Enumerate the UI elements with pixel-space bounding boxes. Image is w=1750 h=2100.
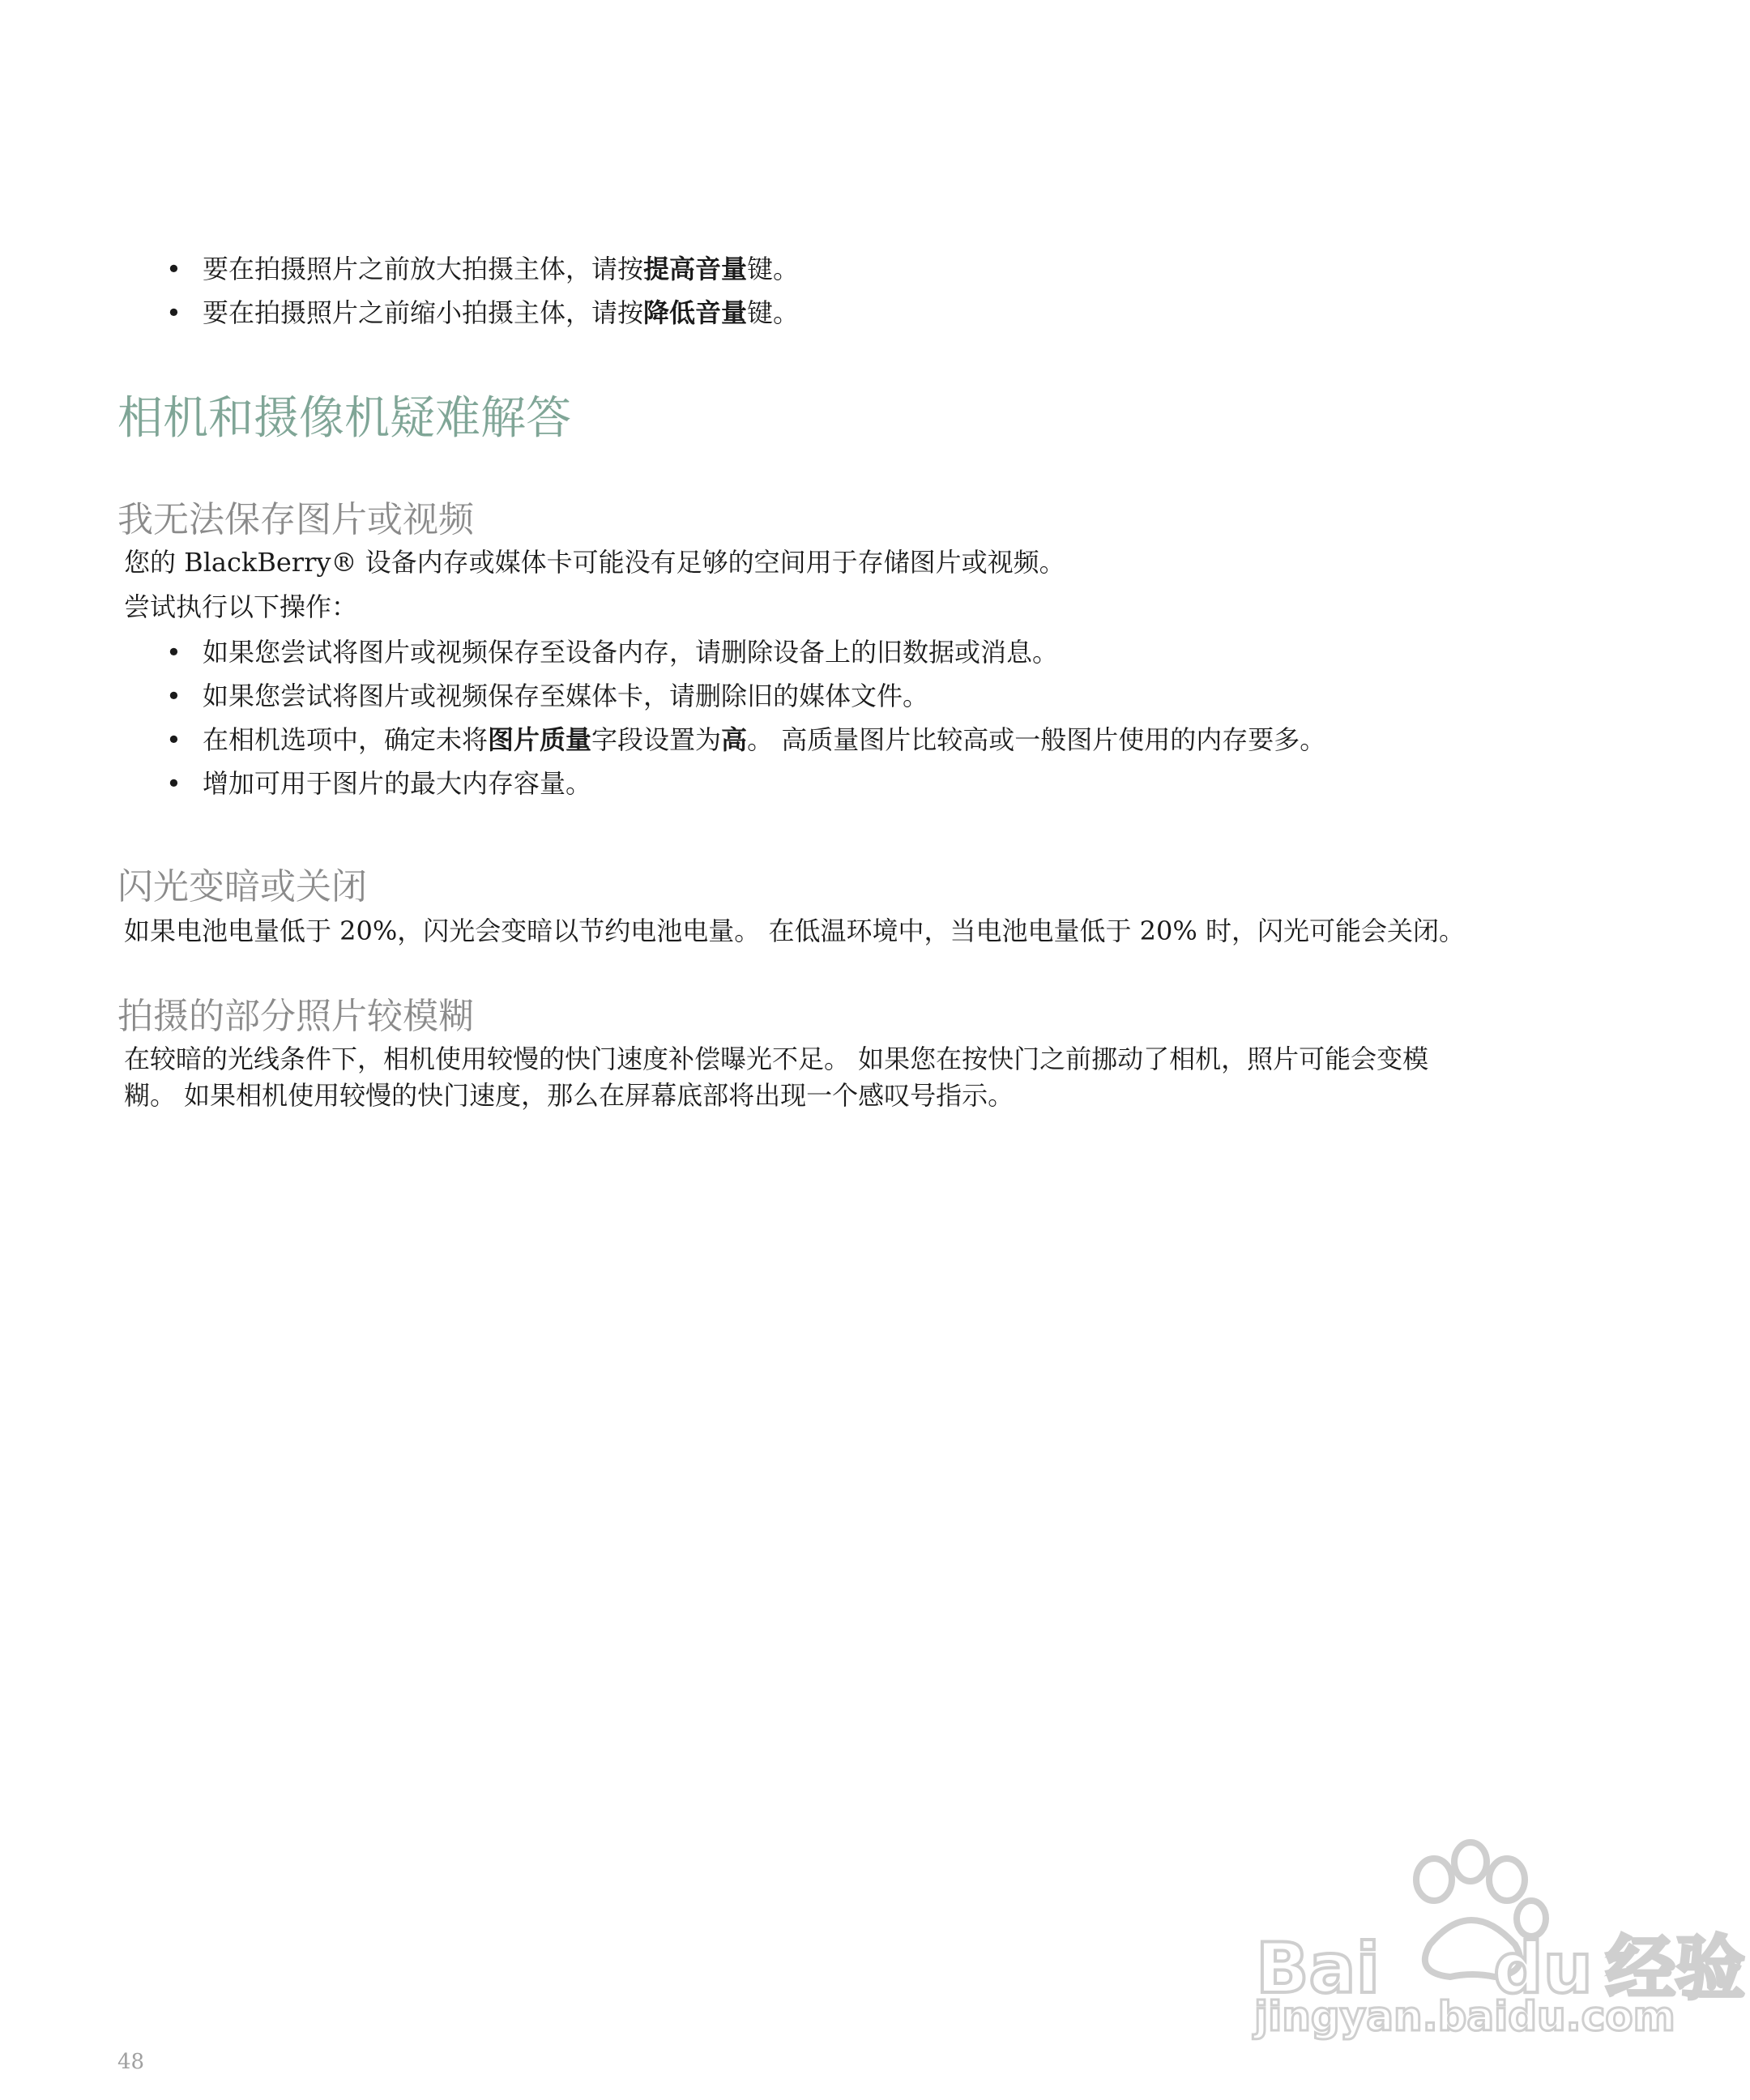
bullet-dot: • (166, 254, 181, 284)
list-item: • 增加可用于图片的最大内存容量。 (166, 762, 1641, 805)
zoom-bullet-list (166, 247, 1641, 335)
bullet-dot: • (166, 681, 181, 711)
watermark-url: jingyan.baidu.com (1254, 1993, 1675, 2040)
topic-blur-line2: 糊。 如果相机使用较慢的快门速度，那么在屏幕底部将出现一个感叹号指示。 (124, 1080, 1014, 1111)
bullet-dot: • (166, 637, 181, 668)
key-name-zoom-out: 降低音量 (643, 297, 748, 328)
key-name-zoom-in: 提高音量 (643, 254, 748, 284)
topic-flash-line1: 如果电池电量低于 20%，闪光会变暗以节约电池电量。 在低温环境中，当电池电量低于 20% 时，闪光可能会关闭。 (124, 916, 1465, 946)
list-item: • 如果您尝试将图片或视频保存至设备内存，请删除设备上的旧数据或消息。 (166, 630, 1641, 674)
bullet-dot: • (166, 724, 181, 755)
baidu-jingyan-watermark (1248, 1823, 1745, 2040)
page-number: 48 (117, 2050, 145, 2074)
list-item: • 要在拍摄照片之前缩小拍摄主体，请按降低音量键。 (166, 291, 1641, 335)
bullet-dot: • (166, 768, 181, 799)
topic-title-blur: 拍摄的部分照片较模糊 (117, 996, 474, 1037)
section-title: 相机和摄像机疑难解答 (117, 392, 571, 445)
topic-blur-line1: 在较暗的光线条件下，相机使用较慢的快门速度补偿曝光不足。 如果您在按快门之前挪动了相机，照片可能会变模 (124, 1044, 1429, 1074)
bullet-dot: • (166, 297, 181, 328)
field-name-picture-quality: 图片质量 (488, 724, 592, 755)
list-item: • 要在拍摄照片之前放大拍摄主体，请按提高音量键。 (166, 247, 1641, 291)
save-bullet-list (166, 630, 1641, 805)
topic-title-flash: 闪光变暗或关闭 (117, 866, 367, 907)
topic-title-save: 我无法保存图片或视频 (117, 499, 474, 540)
topic-save-line2: 尝试执行以下操作： (124, 591, 358, 622)
topic-save-line1: 您的 BlackBerry® 设备内存或媒体卡可能没有足够的空间用于存储图片或视频。 (124, 547, 1065, 578)
option-value-high: 高 (721, 724, 748, 755)
list-item: • 如果您尝试将图片或视频保存至媒体卡，请删除旧的媒体文件。 (166, 674, 1641, 718)
list-item: • 在相机选项中，确定未将图片质量字段设置为高。 高质量图片比较高或一般图片使用的内存要多。 (166, 718, 1641, 762)
watermark-brand: Bai du 经验 (1256, 1928, 1745, 2009)
